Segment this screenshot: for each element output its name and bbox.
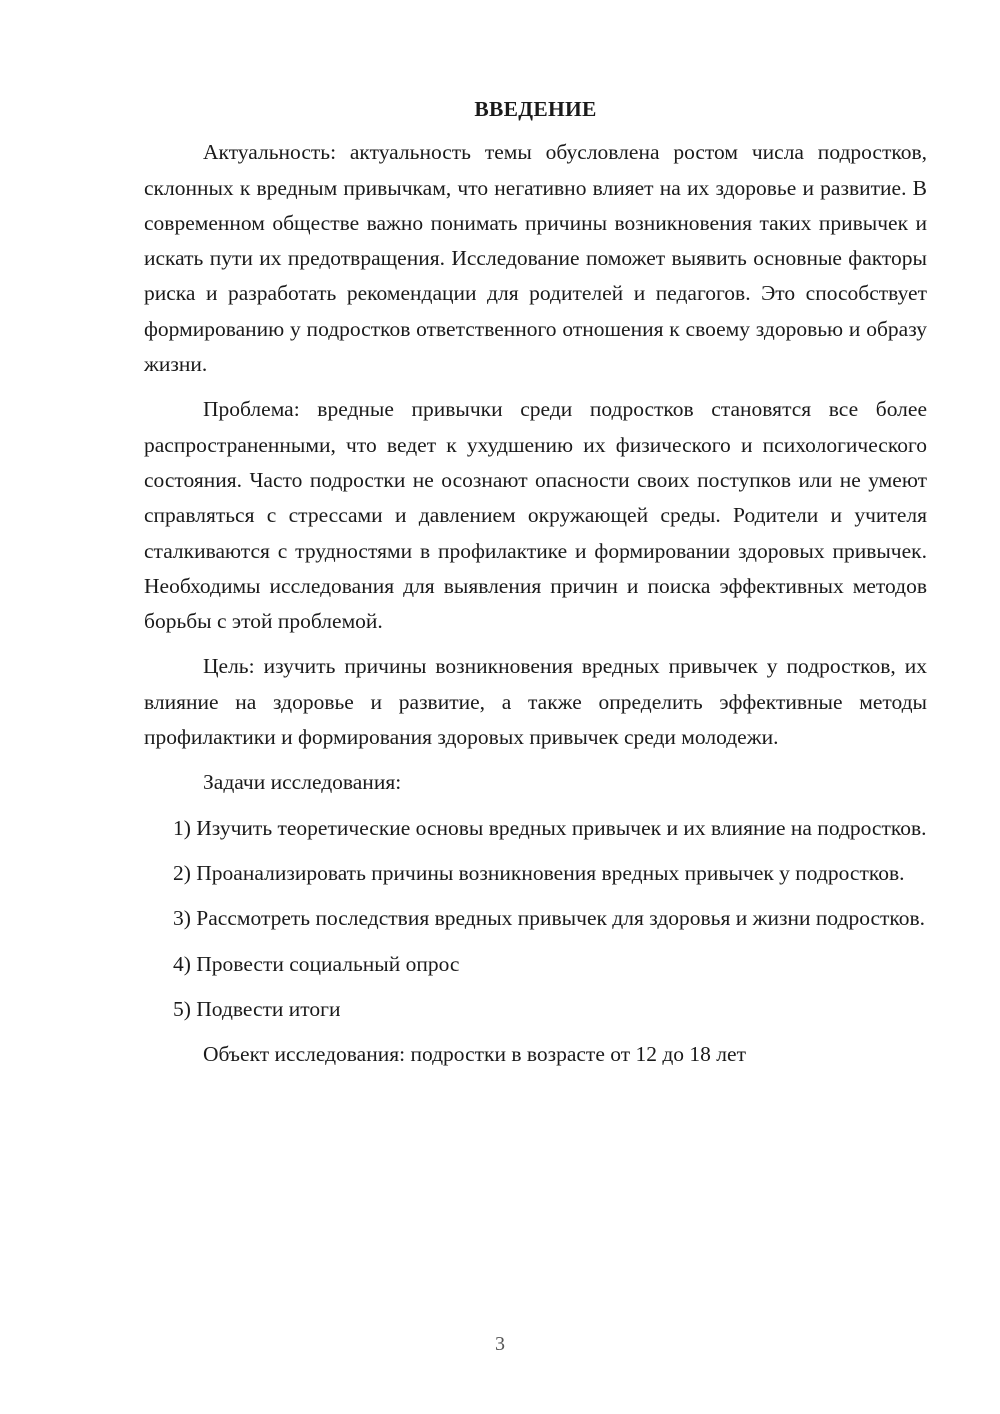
document-page [144,92,927,1082]
task-item: 5) Подвести итоги [173,996,341,1021]
relevance-paragraph: Актуальность: актуальность темы обусловлена ростом числа подростков, склонных к вредным привычкам, что негативно влияет на их здоровье и развитие. В современном обществе важно понимать причины возникновения таких привычек и искать пути их предотвращения. Исследование поможет выявить основные факторы риска и разработать рекомендации для родителей и педагогов. Это способствует формированию у подростков ответственного отношения к своему здоровью и образу жизни. [144,140,927,377]
tasks-list [144,811,927,1027]
task-item: 2) Проанализировать причины возникновения вредных привычек у подростков. [173,860,905,885]
page-number: 3 [495,1333,505,1355]
task-item: 3) Рассмотреть последствия вредных привычек для здоровья и жизни подростков. [173,906,926,931]
page-title: ВВЕДЕНИЕ [474,97,597,121]
task-item: 4) Провести социальный опрос [173,951,460,976]
goal-paragraph: Цель: изучить причины возникновения вредных привычек у подростков, их влияние на здоровье и развитие, а также определить эффективные методы профилактики и формирования здоровых привычек среди молодежи. [144,654,927,750]
object-paragraph: Объект исследования: подростки в возрасте от 12 до 18 лет [203,1042,746,1067]
task-item: 1) Изучить теоретические основы вредных привычек и их влияние на подростков. [173,815,927,840]
tasks-heading: Задачи исследования: [203,770,402,795]
problem-paragraph: Проблема: вредные привычки среди подростков становятся все более распространенными, что ведет к ухудшению их физического и психологического состояния. Часто подростки не осознают опасности своих поступков или не умеют справляться с стрессами и давлением окружающей среды. Родители и учителя сталкиваются с трудностями в профилактике и формировании здоровых привычек. Необходимы исследования для выявления причин и поиска эффективных методов борьбы с этой проблемой. [144,397,927,634]
